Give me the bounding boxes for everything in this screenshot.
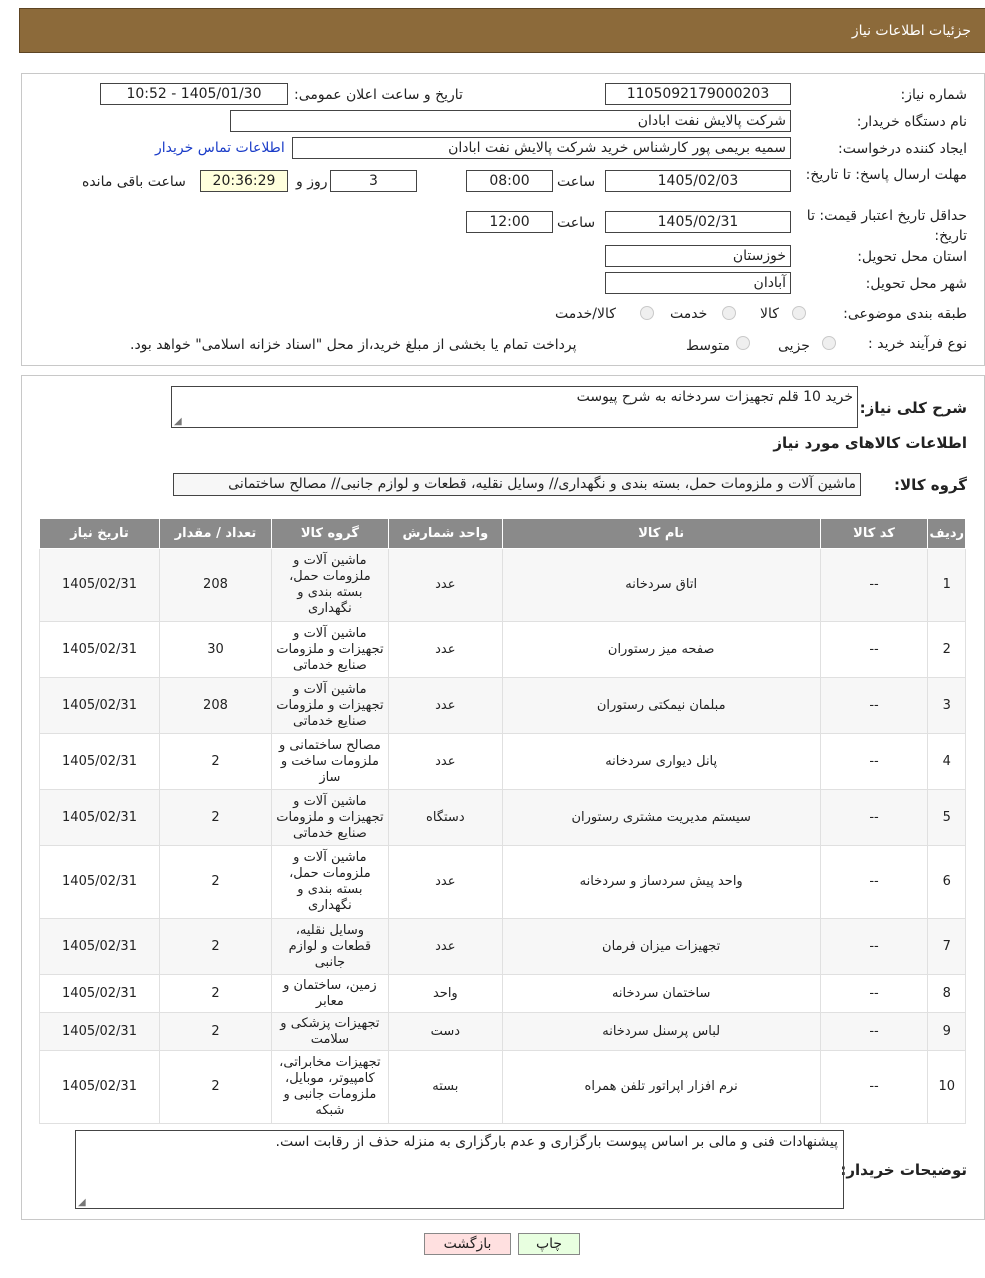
cell-item-code: -- <box>820 790 928 846</box>
cell-need-date: 1405/02/31 <box>40 846 160 919</box>
cell-row-number: 7 <box>928 919 966 975</box>
cell-quantity: 2 <box>160 1013 272 1051</box>
col-row-header: ردیف <box>928 519 966 549</box>
page-header <box>19 8 985 53</box>
cell-unit: دستگاه <box>388 790 502 846</box>
cell-need-date: 1405/02/31 <box>40 678 160 734</box>
days-field: 3 <box>330 170 417 192</box>
city-label: شهر محل تحویل: <box>865 276 967 292</box>
back-button[interactable]: بازگشت <box>424 1233 511 1255</box>
col-name-header: نام کالا <box>502 519 820 549</box>
cell-goods-group: ماشین آلات و تجهیزات و ملزومات صنایع خدماتی <box>271 622 388 678</box>
cell-unit: عدد <box>388 678 502 734</box>
price-validity-date-field: 1405/02/31 <box>605 211 791 233</box>
days-label: روز و <box>296 174 328 190</box>
cell-row-number: 8 <box>928 975 966 1013</box>
buyer-notes-label: توضیحات خریدار: <box>840 1161 967 1179</box>
col-date-header: تاریخ نیاز <box>40 519 160 549</box>
remaining-label: ساعت باقی مانده <box>82 174 186 190</box>
cell-need-date: 1405/02/31 <box>40 975 160 1013</box>
cell-item-code: -- <box>820 549 928 622</box>
resize-handle-icon: ◢ <box>78 1197 86 1208</box>
table-row <box>40 1051 966 1124</box>
col-group-header: گروه کالا <box>271 519 388 549</box>
cell-goods-group: تجهیزات مخابراتی، کامپیوتر، موبایل، ملزومات جانبی و شبکه <box>271 1051 388 1124</box>
cell-quantity: 208 <box>160 678 272 734</box>
cell-item-name: نرم افزار اپراتور تلفن همراه <box>502 1051 820 1124</box>
cell-goods-group: تجهیزات پزشکی و سلامت <box>271 1013 388 1051</box>
price-validity-time-label: ساعت <box>557 215 596 231</box>
cell-item-name: مبلمان نیمکتی رستوران <box>502 678 820 734</box>
cell-goods-group: ماشین آلات و ملزومات حمل، بسته بندی و نگهداری <box>271 549 388 622</box>
cell-item-name: لباس پرسنل سردخانه <box>502 1013 820 1051</box>
cell-row-number: 4 <box>928 734 966 790</box>
table-row <box>40 622 966 678</box>
cell-unit: عدد <box>388 846 502 919</box>
cell-row-number: 9 <box>928 1013 966 1051</box>
cell-item-code: -- <box>820 734 928 790</box>
province-label: استان محل تحویل: <box>857 249 967 265</box>
category-goods-service-radio[interactable] <box>640 306 654 320</box>
cell-row-number: 5 <box>928 790 966 846</box>
price-validity-time-field: 12:00 <box>466 211 553 233</box>
page-title: جزئیات اطلاعات نیاز <box>851 22 971 39</box>
table-row <box>40 734 966 790</box>
cell-item-code: -- <box>820 846 928 919</box>
need-number-label: شماره نیاز: <box>900 87 967 103</box>
process-medium-label: متوسط <box>686 338 730 354</box>
category-service-radio[interactable] <box>722 306 736 320</box>
goods-group-field: ماشین آلات و ملزومات حمل، بسته بندی و نگهداری// وسایل نقلیه، قطعات و لوازم جانبی// مصالح ساختمانی <box>173 473 861 496</box>
col-unit-header: واحد شمارش <box>388 519 502 549</box>
description-label: شرح کلی نیاز: <box>859 399 967 417</box>
cell-quantity: 2 <box>160 919 272 975</box>
announce-label: تاریخ و ساعت اعلان عمومی: <box>294 87 463 103</box>
print-button[interactable]: چاپ <box>518 1233 580 1255</box>
cell-goods-group: ماشین آلات و ملزومات حمل، بسته بندی و نگهداری <box>271 846 388 919</box>
cell-item-code: -- <box>820 622 928 678</box>
cell-item-code: -- <box>820 1013 928 1051</box>
resize-handle-icon: ◢ <box>174 416 182 427</box>
description-text: خرید 10 قلم تجهیزات سردخانه به شرح پیوست <box>576 389 853 405</box>
category-goods-label: کالا <box>760 306 779 322</box>
cell-item-name: واحد پیش سردساز و سردخانه <box>502 846 820 919</box>
cell-item-name: اتاق سردخانه <box>502 549 820 622</box>
table-row <box>40 975 966 1013</box>
category-goods-service-label: کالا/خدمت <box>555 306 616 322</box>
process-minor-radio[interactable] <box>822 336 836 350</box>
process-medium-radio[interactable] <box>736 336 750 350</box>
cell-goods-group: زمین، ساختمان و معابر <box>271 975 388 1013</box>
cell-item-name: پانل دیواری سردخانه <box>502 734 820 790</box>
cell-goods-group: ماشین آلات و تجهیزات و ملزومات صنایع خدماتی <box>271 678 388 734</box>
goods-group-label: گروه کالا: <box>894 476 967 494</box>
cell-unit: عدد <box>388 919 502 975</box>
cell-quantity: 2 <box>160 734 272 790</box>
cell-unit: عدد <box>388 734 502 790</box>
cell-need-date: 1405/02/31 <box>40 1051 160 1124</box>
cell-need-date: 1405/02/31 <box>40 790 160 846</box>
cell-need-date: 1405/02/31 <box>40 734 160 790</box>
process-minor-label: جزیی <box>778 338 810 354</box>
cell-item-code: -- <box>820 678 928 734</box>
process-note: پرداخت تمام یا بخشی از مبلغ خرید،از محل "اسناد خزانه اسلامی" خواهد بود. <box>130 337 577 353</box>
cell-goods-group: وسایل نقلیه، قطعات و لوازم جانبی <box>271 919 388 975</box>
cell-unit: عدد <box>388 549 502 622</box>
contact-buyer-link[interactable]: اطلاعات تماس خریدار <box>155 140 285 156</box>
col-code-header: کد کالا <box>820 519 928 549</box>
cell-need-date: 1405/02/31 <box>40 919 160 975</box>
cell-item-name: صفحه میز رستوران <box>502 622 820 678</box>
remaining-time-field: 20:36:29 <box>200 170 288 192</box>
cell-need-date: 1405/02/31 <box>40 1013 160 1051</box>
table-row <box>40 919 966 975</box>
category-service-label: خدمت <box>670 306 708 322</box>
cell-item-code: -- <box>820 975 928 1013</box>
cell-row-number: 6 <box>928 846 966 919</box>
cell-goods-group: مصالح ساختمانی و ملزومات ساخت و ساز <box>271 734 388 790</box>
cell-need-date: 1405/02/31 <box>40 549 160 622</box>
cell-item-name: سیستم مدیریت مشتری رستوران <box>502 790 820 846</box>
deadline-time-label: ساعت <box>557 174 596 190</box>
buyer-notes-textarea[interactable] <box>75 1130 844 1209</box>
cell-unit: بسته <box>388 1051 502 1124</box>
deadline-date-field: 1405/02/03 <box>605 170 791 192</box>
province-field: خوزستان <box>605 245 791 267</box>
cell-quantity: 2 <box>160 1051 272 1124</box>
table-row <box>40 1013 966 1051</box>
cell-row-number: 2 <box>928 622 966 678</box>
table-row <box>40 549 966 622</box>
cell-quantity: 2 <box>160 975 272 1013</box>
cell-item-name: ساختمان سردخانه <box>502 975 820 1013</box>
need-number-field: 1105092179000203 <box>605 83 791 105</box>
buyer-org-label: نام دستگاه خریدار: <box>856 114 967 130</box>
category-label: طبقه بندی موضوعی: <box>843 306 967 322</box>
cell-unit: عدد <box>388 622 502 678</box>
cell-quantity: 2 <box>160 846 272 919</box>
table-header-row <box>40 519 966 549</box>
table-row <box>40 846 966 919</box>
city-field: آبادان <box>605 272 791 294</box>
table-row <box>40 790 966 846</box>
price-validity-label: حداقل تاریخ اعتبار قیمت: تا تاریخ: <box>806 208 967 244</box>
buyer-org-field: شرکت پالایش نفت ابادان <box>230 110 791 132</box>
cell-unit: دست <box>388 1013 502 1051</box>
buyer-notes-text: پیشنهادات فنی و مالی بر اساس پیوست بارگزاری و عدم بارگزاری به منزله حذف از رقابت است. <box>275 1134 838 1150</box>
announce-field: 1405/01/30 - 10:52 <box>100 83 288 105</box>
requester-label: ایجاد کننده درخواست: <box>838 141 967 157</box>
col-qty-header: تعداد / مقدار <box>160 519 272 549</box>
deadline-label: مهلت ارسال پاسخ: تا تاریخ: <box>805 167 967 183</box>
cell-quantity: 208 <box>160 549 272 622</box>
process-label: نوع فرآیند خرید : <box>868 336 967 352</box>
goods-section-title: اطلاعات کالاهای مورد نیاز <box>773 434 967 452</box>
deadline-time-field: 08:00 <box>466 170 553 192</box>
cell-goods-group: ماشین آلات و تجهیزات و ملزومات صنایع خدماتی <box>271 790 388 846</box>
items-table <box>39 518 966 1124</box>
cell-quantity: 30 <box>160 622 272 678</box>
cell-item-code: -- <box>820 1051 928 1124</box>
table-row <box>40 678 966 734</box>
description-textarea[interactable] <box>171 386 858 428</box>
cell-unit: واحد <box>388 975 502 1013</box>
requester-field: سمیه بریمی پور کارشناس خرید شرکت پالایش نفت ابادان <box>292 137 791 159</box>
cell-row-number: 1 <box>928 549 966 622</box>
category-goods-radio[interactable] <box>792 306 806 320</box>
cell-item-name: تجهیزات میزان فرمان <box>502 919 820 975</box>
cell-quantity: 2 <box>160 790 272 846</box>
cell-row-number: 3 <box>928 678 966 734</box>
cell-item-code: -- <box>820 919 928 975</box>
cell-row-number: 10 <box>928 1051 966 1124</box>
cell-need-date: 1405/02/31 <box>40 622 160 678</box>
